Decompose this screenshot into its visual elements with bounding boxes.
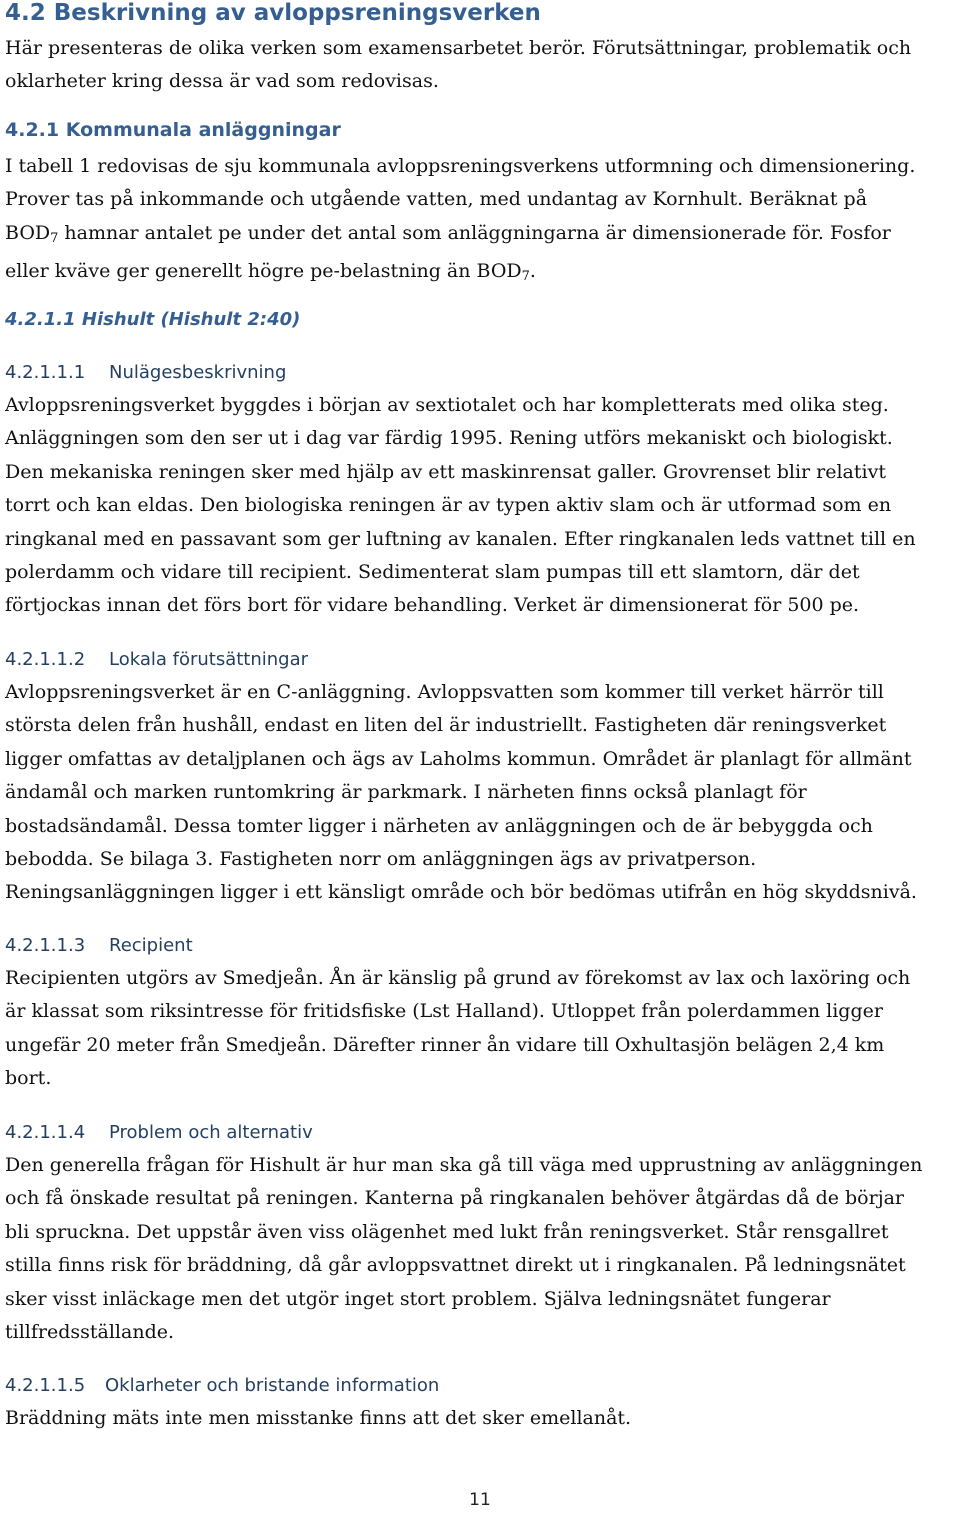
paragraph-nulagesbeskrivning: [5, 389, 955, 623]
paragraph-recipient: [5, 962, 955, 1096]
text-line: förtjockas innan det förs bort för vidare behandling. Verket är dimensionerat för 500 pe.: [5, 594, 860, 617]
text-line: bebodda. Se bilaga 3. Fastigheten norr om anläggningen ägs av privatperson.: [5, 848, 757, 871]
text-line: stilla finns risk för bräddning, då går avloppsvattnet direkt ut i ringkanalen. På ledningsnätet: [5, 1254, 906, 1277]
text-line: bort.: [5, 1067, 52, 1090]
text-line: Recipienten utgörs av Smedjeån. Ån är känslig på grund av förekomst av lax och laxöring och: [5, 967, 911, 989]
text-line: Anläggningen som den ser ut i dag var färdig 1995. Rening utförs mekaniskt och biologiskt.: [5, 427, 893, 450]
text-line: Reningsanläggningen ligger i ett känsligt område och bör bedömas utifrån en hög skyddsnivå.: [5, 881, 917, 904]
paragraph-problem-och-alternativ: [5, 1149, 955, 1349]
text-line: Avloppsreningsverket är en C-anläggning. Avloppsvatten som kommer till verket härrör till: [5, 681, 884, 703]
subsection-heading: 4.2.1 Kommunala anläggningar: [5, 119, 341, 141]
heading-nulagesbeskrivning: 4.2.1.1.1 Nulägesbeskrivning: [5, 362, 287, 383]
paragraph-lokala-forutsattningar: [5, 676, 955, 910]
text-line: bli spruckna. Det uppstår även viss olägenhet med lukt från reningsverket. Står rensgallret: [5, 1220, 889, 1243]
text-line: oklarheter kring dessa är vad som redovisas.: [5, 70, 439, 93]
section-intro: [5, 32, 955, 99]
text-line: Prover tas på inkommande och utgående vatten, med undantag av Kornhult. Beräknat på: [5, 188, 868, 211]
text-line: bostadsändamål. Dessa tomter ligger i närheten av anläggningen och de är bebyggda och: [5, 814, 873, 837]
text-line: är klassat som riksintresse för fritidsfiske (Lst Halland). Utloppet från polerdammen ligger: [5, 1000, 883, 1023]
text-line: Den generella frågan för Hishult är hur man ska gå till väga med upprustning av anläggningen: [5, 1154, 923, 1176]
text-line: I tabell 1 redovisas de sju kommunala avloppsreningsverkens utformning och dimensionering.: [5, 155, 916, 177]
section-heading: 4.2 Beskrivning av avloppsreningsverken: [5, 0, 541, 26]
text-line: Avloppsreningsverket byggdes i början av sextiotalet och har kompletterats med olika steg.: [5, 394, 889, 416]
text-line: största delen från hushåll, endast en liten del är industriellt. Fastigheten där reningsverket: [5, 714, 887, 737]
text-line: torrt och kan eldas. Den biologiska reningen är av typen aktiv slam och är utformad som en: [5, 494, 892, 517]
heading-lokala-forutsattningar: 4.2.1.1.2 Lokala förutsättningar: [5, 649, 309, 670]
text-line: Här presenteras de olika verken som examensarbetet berör. Förutsättningar, problematik och: [5, 37, 912, 59]
text-line: Den mekaniska reningen sker med hjälp av ett maskinrensat galler. Grovrenset blir relativt: [5, 460, 886, 483]
text-line: sker visst inläckage men det utgör inget stort problem. Själva ledningsnätet fungerar: [5, 1287, 831, 1310]
text-line: ringkanal med en passavant som ger luftning av kanalen. Efter ringkanalen leds vattnet till en: [5, 527, 916, 550]
heading-recipient: 4.2.1.1.3 Recipient: [5, 935, 193, 956]
text-line: polerdamm och vidare till recipient. Sedimenterat slam pumpas till ett slamtorn, där det: [5, 561, 860, 584]
heading-oklarheter: 4.2.1.1.5 Oklarheter och bristande information: [5, 1375, 440, 1396]
text-line: Bräddning mäts inte men misstanke finns att det sker emellanåt.: [5, 1407, 632, 1429]
subsection-paragraph: [5, 150, 955, 294]
plant-heading: 4.2.1.1 Hishult (Hishult 2:40): [5, 309, 301, 330]
text-line: ligger omfattas av detaljplanen och ägs av Laholms kommun. Området är planlagt för allmänt: [5, 747, 912, 770]
text-line: $BOD_7$ hamnar antalet pe under det antal som anläggningarna är dimensionerade för. Fosfor: [5, 221, 891, 247]
text-line: ungefär 20 meter från Smedjeån. Därefter rinner ån vidare till Oxhultasjön belägen 2,4 km: [5, 1033, 885, 1056]
paragraph-oklarheter: [5, 1402, 955, 1435]
heading-problem-och-alternativ: 4.2.1.1.4 Problem och alternativ: [5, 1122, 313, 1143]
text-line: och få önskade resultat på reningen. Kanterna på ringkanalen behöver åtgärdas då de börjar: [5, 1187, 905, 1210]
text-line: eller kväve ger generellt högre pe-belastning än $BOD_7$.: [5, 260, 536, 285]
text-line: tillfredsställande.: [5, 1321, 175, 1344]
page-number: 11: [469, 1490, 491, 1510]
text-line: ändamål och marken runtomkring är parkmark. I närheten finns också planlagt för: [5, 781, 807, 804]
